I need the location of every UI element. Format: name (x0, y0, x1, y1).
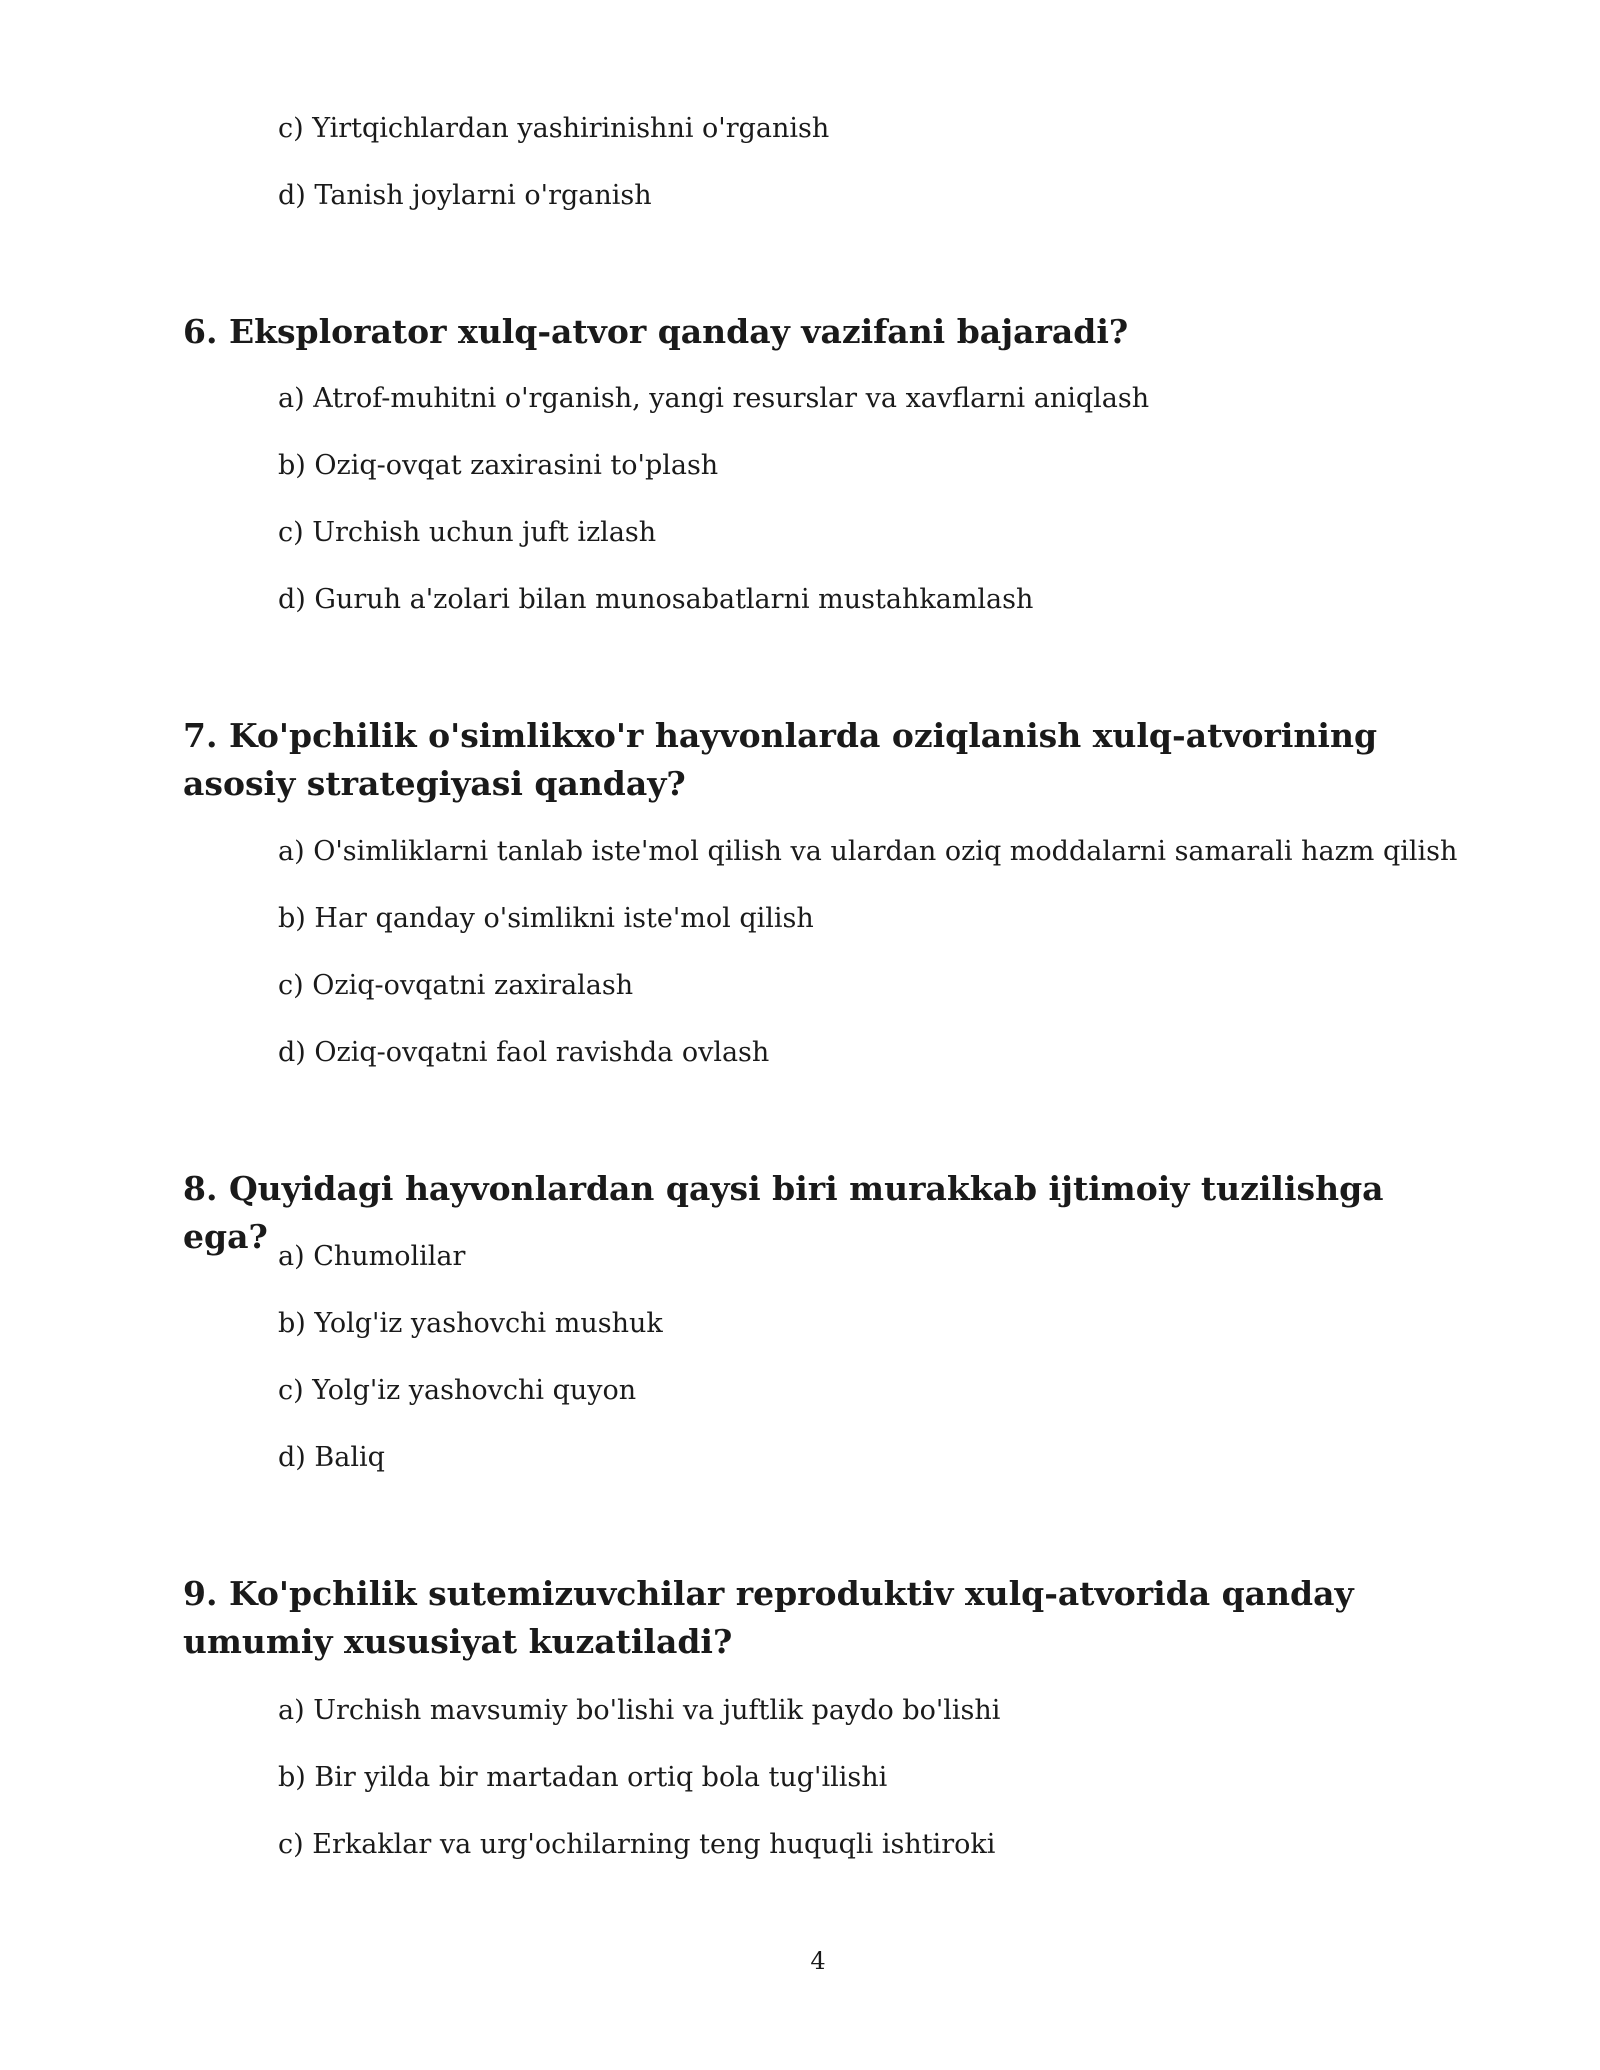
question-9-heading: 9. Ko'pchilik sutemizuvchilar reproduktiv xulq-atvorida qanday umumiy xususiyat kuzatiladi? (183, 1574, 1354, 1661)
question-7-option-c: c) Oziq-ovqatni zaxiralash (278, 970, 634, 1001)
question-8-heading: 8. Quyidagi hayvonlardan qaysi biri murakkab ijtimoiy tuzilishga ega? (183, 1169, 1384, 1256)
question-7-option-b: b) Har qanday o'simlikni iste'mol qilish (278, 903, 814, 934)
question-7-heading: 7. Ko'pchilik o'simlikxo'r hayvonlarda oziqlanish xulq-atvorining asosiy strategiyasi qanday? (183, 716, 1378, 803)
question-6-heading: 6. Eksplorator xulq-atvor qanday vazifani bajaradi? (183, 312, 1129, 351)
question-8-option-a: a) Chumolilar (278, 1241, 466, 1272)
question-7-option-a: a) O'simliklarni tanlab iste'mol qilish va ulardan oziq moddalarni samarali hazm qilish (278, 836, 1458, 867)
question-7-option-d: d) Oziq-ovqatni faol ravishda ovlash (278, 1037, 770, 1068)
question-8-option-d: d) Baliq (278, 1442, 385, 1473)
question-9-option-a: a) Urchish mavsumiy bo'lishi va juftlik paydo bo'lishi (278, 1695, 1001, 1726)
question-8-option-c: c) Yolg'iz yashovchi quyon (278, 1375, 637, 1406)
question-6-option-a: a) Atrof-muhitni o'rganish, yangi resurslar va xavflarni aniqlash (278, 383, 1150, 414)
page-number: 4 (810, 1947, 826, 1975)
question-9-option-b: b) Bir yilda bir martadan ortiq bola tug'ilishi (278, 1762, 888, 1793)
question-9-option-c: c) Erkaklar va urg'ochilarning teng huquqli ishtiroki (278, 1829, 996, 1860)
option-item: d) Tanish joylarni o'rganish (278, 180, 652, 211)
option-item: c) Yirtqichlardan yashirinishni o'rganish (278, 113, 830, 144)
question-8-option-b: b) Yolg'iz yashovchi mushuk (278, 1308, 663, 1339)
question-6-option-d: d) Guruh a'zolari bilan munosabatlarni mustahkamlash (278, 584, 1034, 615)
question-6-option-b: b) Oziq-ovqat zaxirasini to'plash (278, 450, 719, 481)
question-6-option-c: c) Urchish uchun juft izlash (278, 517, 657, 548)
